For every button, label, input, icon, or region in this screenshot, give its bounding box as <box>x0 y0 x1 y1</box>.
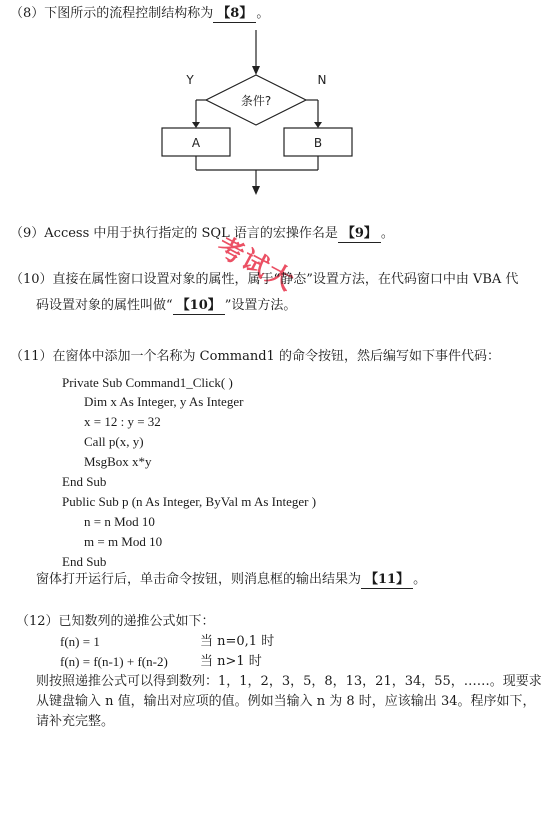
box-b-label: B <box>313 136 323 150</box>
formula-2: f(n) = f(n-1) + f(n-2) <box>60 654 168 669</box>
flowchart-diagram <box>0 0 550 200</box>
q12-line3: 请补充完整。 <box>36 714 115 729</box>
code-line: End Sub <box>62 474 107 489</box>
code-line: x = 12 : y = 32 <box>84 414 161 429</box>
q9-blank: 【9】 <box>338 226 381 243</box>
code-line: End Sub <box>62 554 107 569</box>
q10-line2-suffix: ”设置方法。 <box>224 298 297 313</box>
no-label: N <box>317 73 327 87</box>
q11-after-prefix: 窗体打开运行后，单击命令按钮，则消息框的输出结果为 <box>36 572 362 587</box>
q12-intro: （12）已知数列的递推公式如下： <box>16 614 215 629</box>
code-line: Call p(x, y) <box>84 434 144 449</box>
q11-after-suffix: 。 <box>413 572 427 587</box>
condition-label: 条件? <box>240 94 272 108</box>
q11-intro: （11）在窗体中添加一个名称为 Command1 的命令按钮，然后编写如下事件代码： <box>10 349 500 364</box>
formula-2-condition: 当 n>1 时 <box>200 654 262 669</box>
yes-label: Y <box>186 73 194 87</box>
q11-after <box>36 572 426 589</box>
q10-line2 <box>36 298 296 315</box>
q12-line2: 从键盘输入 n 值，输出对应项的值。例如当输入 n 为 8 时，应该输出 34。程序如下， <box>36 694 536 709</box>
q8-prefix: （8）下图所示的流程控制结构称为 <box>10 6 214 21</box>
q8-suffix: 。 <box>256 6 270 21</box>
box-a-label: A <box>191 136 201 150</box>
q10-line1: （10）直接在属性窗口设置对象的属性，属于“静态”设置方法，在代码窗口中由 VBA 代 <box>10 272 519 287</box>
code-line: n = n Mod 10 <box>84 514 155 529</box>
q9-text <box>10 226 394 243</box>
q9-prefix: （9）Access 中用于执行指定的 SQL 语言的宏操作名是 <box>10 226 338 241</box>
code-line: Dim x As Integer, y As Integer <box>84 394 244 409</box>
q10-line2-prefix: 码设置对象的属性叫做“ <box>36 298 173 313</box>
code-line: MsgBox x*y <box>84 454 152 469</box>
code-line: Private Sub Command1_Click( ) <box>62 375 233 390</box>
formula-1: f(n) = 1 <box>60 634 100 649</box>
code-line: Public Sub p (n As Integer, ByVal m As Integer ) <box>62 494 317 509</box>
q10-blank: 【10】 <box>173 298 225 315</box>
q9-suffix: 。 <box>380 226 394 241</box>
q12-line1: 则按照递推公式可以得到数列：1，1，2，3，5，8，13，21，34，55，……。现要求 <box>36 674 542 689</box>
formula-1-condition: 当 n=0,1 时 <box>200 634 275 649</box>
code-line: m = m Mod 10 <box>84 534 163 549</box>
q8-blank: 【8】 <box>213 6 256 23</box>
watermark: 考试大 <box>211 231 300 298</box>
q11-blank: 【11】 <box>361 572 413 589</box>
